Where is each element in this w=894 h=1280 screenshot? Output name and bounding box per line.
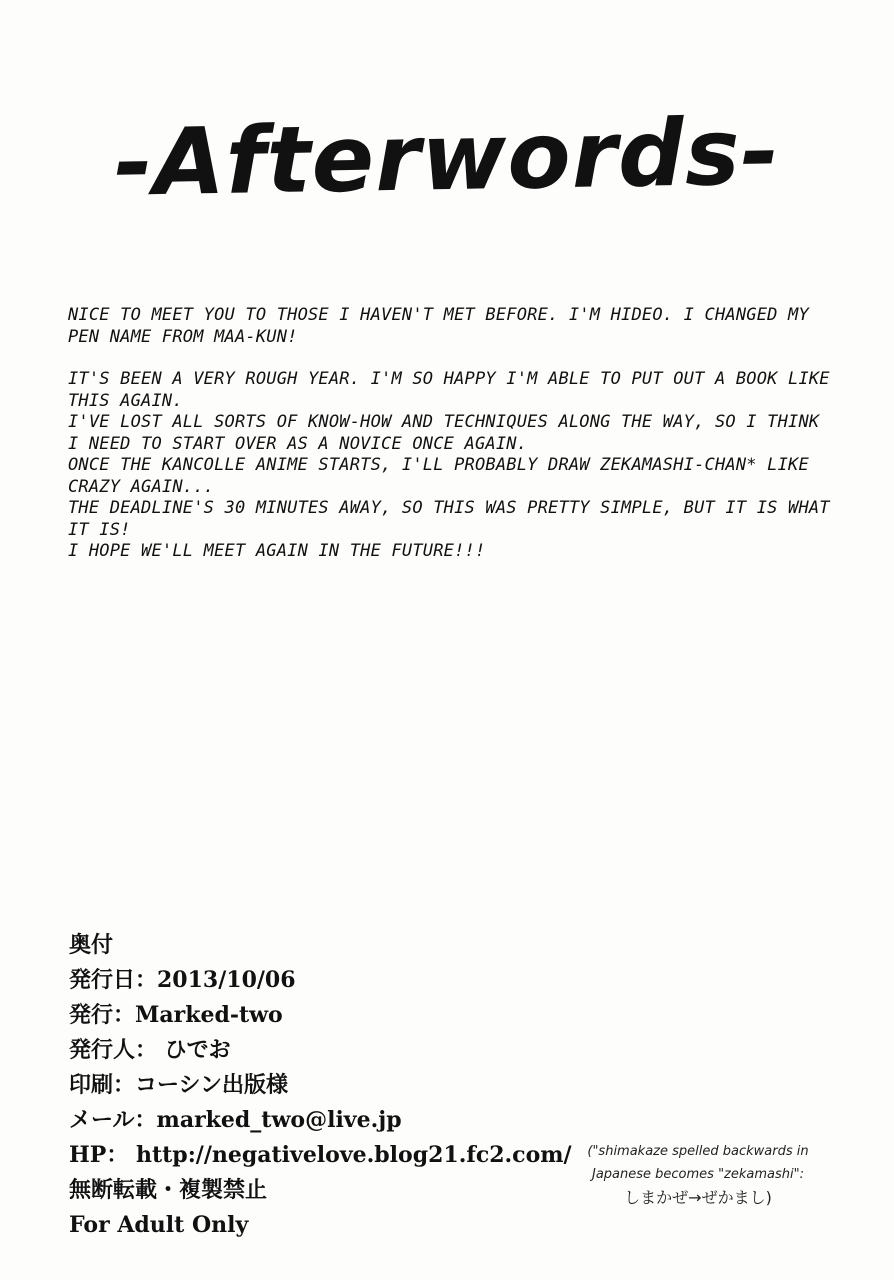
afterword-paragraph-intro: NICE TO MEET YOU TO THOSE I HAVEN'T MET BEFORE. I'M HIDEO. I CHANGED MY PEN NAME FROM MAA-KUN! <box>68 305 809 347</box>
colophon-homepage: HP： http://negativelove.blog21.fc2.com/ <box>69 1142 572 1168</box>
colophon <box>69 928 589 1243</box>
colophon-notice: 無断転載・複製禁止 <box>69 1177 268 1203</box>
colophon-adult-notice: For Adult Only <box>69 1212 249 1238</box>
colophon-heading: 奥付 <box>69 932 114 958</box>
translator-note-line: しまかぜ→ぜかまし) <box>624 1188 772 1207</box>
page-title: -Afterwords- <box>113 98 781 217</box>
translator-note-line: Japanese becomes "zekamashi": <box>592 1167 804 1182</box>
afterword-text <box>68 305 838 563</box>
afterword-line: ONCE THE KANCOLLE ANIME STARTS, I'LL PROBABLY DRAW ZEKAMASHI-CHAN* LIKE CRAZY AGAIN... <box>68 455 809 497</box>
colophon-publisher: 発行：Marked-two <box>69 1002 283 1028</box>
afterword-line: IT'S BEEN A VERY ROUGH YEAR. I'M SO HAPPY I'M ABLE TO PUT OUT A BOOK LIKE THIS AGAIN. <box>68 369 830 411</box>
colophon-mail: メール：marked_two@live.jp <box>69 1107 402 1133</box>
colophon-author: 発行人： ひでお <box>69 1037 231 1063</box>
afterword-line: THE DEADLINE'S 30 MINUTES AWAY, SO THIS WAS PRETTY SIMPLE, BUT IT IS WHAT IT IS! <box>68 498 830 540</box>
afterword-line: I HOPE WE'LL MEET AGAIN IN THE FUTURE!!! <box>68 541 486 561</box>
translator-note-line: ("shimakaze spelled backwards in <box>587 1144 809 1159</box>
colophon-printer: 印刷：コーシン出版様 <box>69 1072 289 1098</box>
afterword-line: I'VE LOST ALL SORTS OF KNOW-HOW AND TECHNIQUES ALONG THE WAY, SO I THINK I NEED TO START OVER AS A NOVICE ONCE AGAIN. <box>68 412 820 454</box>
colophon-date: 発行日：2013/10/06 <box>69 967 296 993</box>
translator-note <box>578 1140 818 1209</box>
